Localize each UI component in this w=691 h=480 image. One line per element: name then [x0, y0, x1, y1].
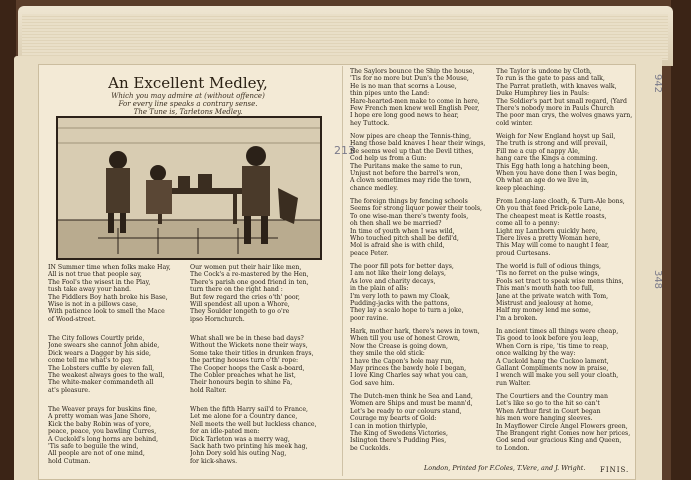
stanza-col4-4: The world is full of odious things, 'Tis no ferret on the pulse wings, Fools set tract to speak wise mens thins, This man's mouth hath too full, Jane at the private watch with Tom, Mistrust and jealousy at home, Half my money lend me some, I'm a broken.: [496, 263, 624, 322]
subtitle-line-1: Which you may admire at (without offence): [111, 92, 265, 100]
broadside-title: An Excellent Medley,: [108, 74, 268, 92]
book-cover-right: [671, 0, 691, 480]
stanza-col4-1: The Taylor is undone by Cloth, To run is the gate to pass and talk, The Parrat pratleth, with knaves walk, Duke Humphrey lies in Pauls: The Soldier's part but small regard, (Yard There's nobody more in Pauls Church The poor man crys, the wolves gnaws yarn, cold winter.: [496, 68, 632, 127]
stanza-col4-3: From Long-lane cloath, & Turn-Ale bons, Oh you that feed Prick-pole Lane, The cheapest meat is Kettle roasts, come all to a penny: Light my Lanthorn quickly here, There lives a pretty Woman here, This May will come to naught I fear, proud Curtesans.: [496, 198, 625, 257]
tune-line: The Tune is, Tarletons Medley.: [133, 108, 243, 116]
stanza-col3-2: Now pipes are cheap the Tennis-thing, Hang those bald knaves I hear their wings, He seems weel up that the Devil tithes, Cod help us from a Gun: The Puritans make the same to run, Unjust not before the barrel's won, A clown sometimes may ride the town, chance medley.: [350, 133, 486, 192]
stanza-col2-2: What shall we be in these bad days? Without the Wickets none their ways, Some take their titles in drunken frays, the parting houses turn o'th' rope: The Cooper hoops the Cask a-board, The Cobler preaches what he list, Their honours begin to shine Fa, hold Ralter.: [190, 335, 314, 394]
subtitle-line-2: For every line speaks a contrary sense.: [118, 100, 258, 108]
column-divider: [342, 66, 343, 476]
stanza-col3-5: Hark, mother hark, there's news in town, When till you use of honest Crown, Now the Crease is going down, they smile the old stick: I have the Capon's hole may run, May princes the bawdy hole I began, I love King Charles say what you can, God save him.: [350, 328, 480, 387]
stanza-col3-1: The Saylors bounce the Ship the house, 'Tis for no more but Dun's the Mouse, He is no man that scorns a Louse, thin pipes unto the Land: Hare-hearted-men make to come in here, Few French men knew well English Peer, I hope ere long good news to hear, hey Tuttock.: [350, 68, 480, 127]
stanza-col3-3: The foreign things by fencing schools Seems for strong liquor power their tools, To one wise-man there's twenty fools, oh then shall we be married? In time of youth when I was wild, Who touched pitch shall be defil'd, Mol is afraid she is with child, peace Peter.: [350, 198, 482, 257]
stanza-col4-5: In ancient times all things were cheap, Tis good to look before you leap, When Corn is ripe, 'tis time to reap, once walking by the way: A Cuckold hang the Cuckoo lament, Gallant Compliments now in praise, I wench will make you sell your cloath, run Walter.: [496, 328, 619, 387]
page-stack: [22, 14, 668, 60]
stanza-col2-3: When the fifth Harry sail'd to France, Let me alone for a Country dance, Nell meets the well but luckless chance, for an idle-pated men: Dick Tarleton was a merry wag, Sack hath two printing his meek hag, John Dory sold his outing Nag, for kick-shaws.: [190, 406, 317, 465]
stanza-col1-1: IN Summer time when folks make Hay, All is not true that people say, The Fool's the wisest in the Play, tush take away your hand. The Fiddlers Boy hath broke his Base, Wise is not in a pillows case, With patience look to smell the Mace of Wood-street.: [48, 264, 171, 323]
woodcut-illustration: [56, 116, 322, 260]
stanza-col4-6: The Courtiers and the Country man Let's like so go to the hit so can't When Arthur first in Court began his men wore hanging sleeves. In Mayflower Circle Angel Flowers green, The Brangent right Comes now her prices, God send our gracious King and Queen, to London.: [496, 393, 631, 452]
printer-imprint: London, Printed for F.Coles, T.Vere, and J. Wright.: [424, 464, 586, 472]
stanza-col4-2: Weigh for New England hoyst up Sail, The truth is strong and will prevail, Fill me a cup of nappy Ale, hang care the Kings a comming. This Egg hath long a hatching been, When you have done then I was begin, Oh what an age do we live in, keep pleaching.: [496, 133, 618, 192]
stanza-col2-1: Our women put their hair like men, The Cock's a re-mastered by the Hen, There's parish one good friend in ten, turn there on the right hand : But few regard the cries o'th' poor, Will spendest all upon a Whore, They Soulder longeth to go o're ipso Hornchurch.: [190, 264, 309, 323]
stanza-col1-3: The Weaver prays for buskins fine, A pretty woman was Jane Shore, Kick the baby Robin was of yore, peace, peace, you bawling Curres, A Cuckold's long horns are behind, 'Tis safe to beguile the wind, All people are not of one mind, hold Cutman.: [48, 406, 159, 465]
pencil-mark-213: 213: [334, 144, 355, 157]
stanza-col3-4: The poor fill pots for better days, I am not like their long delays, As love and charity decays, in the plain of alls: I'm very loth to pawn my Cloak, Pudding-jacks with the pattons, They lay a scalo hope to turn a joke, poor ravine.: [350, 263, 464, 322]
book-page: [14, 56, 662, 480]
pencil-mark-942: 942: [652, 73, 664, 94]
stanza-col3-6: The Dutch-men think he Sea and Land, Women are Ships and must be mann'd, Let's be ready to our colours stand, Courage my bearts of Gold: I can in motion thirlyple, The King of Swedens Victories, Islington there's Pudding Pies, be Cuckolds.: [350, 393, 473, 452]
pencil-mark-348: 348: [652, 269, 664, 290]
broadside-sheet: [38, 64, 664, 480]
stanza-col1-2: The City follows Courtly pride, Jone swears she cannot John abide, Dick wears a Dagger by his side, come tell me what's to pay. The Lobsters cuffle by eleven fall, The weakest always goes to the wall, The white-maker commandeth all at's pleasure.: [48, 335, 165, 394]
finis-mark: FINIS.: [600, 466, 630, 474]
